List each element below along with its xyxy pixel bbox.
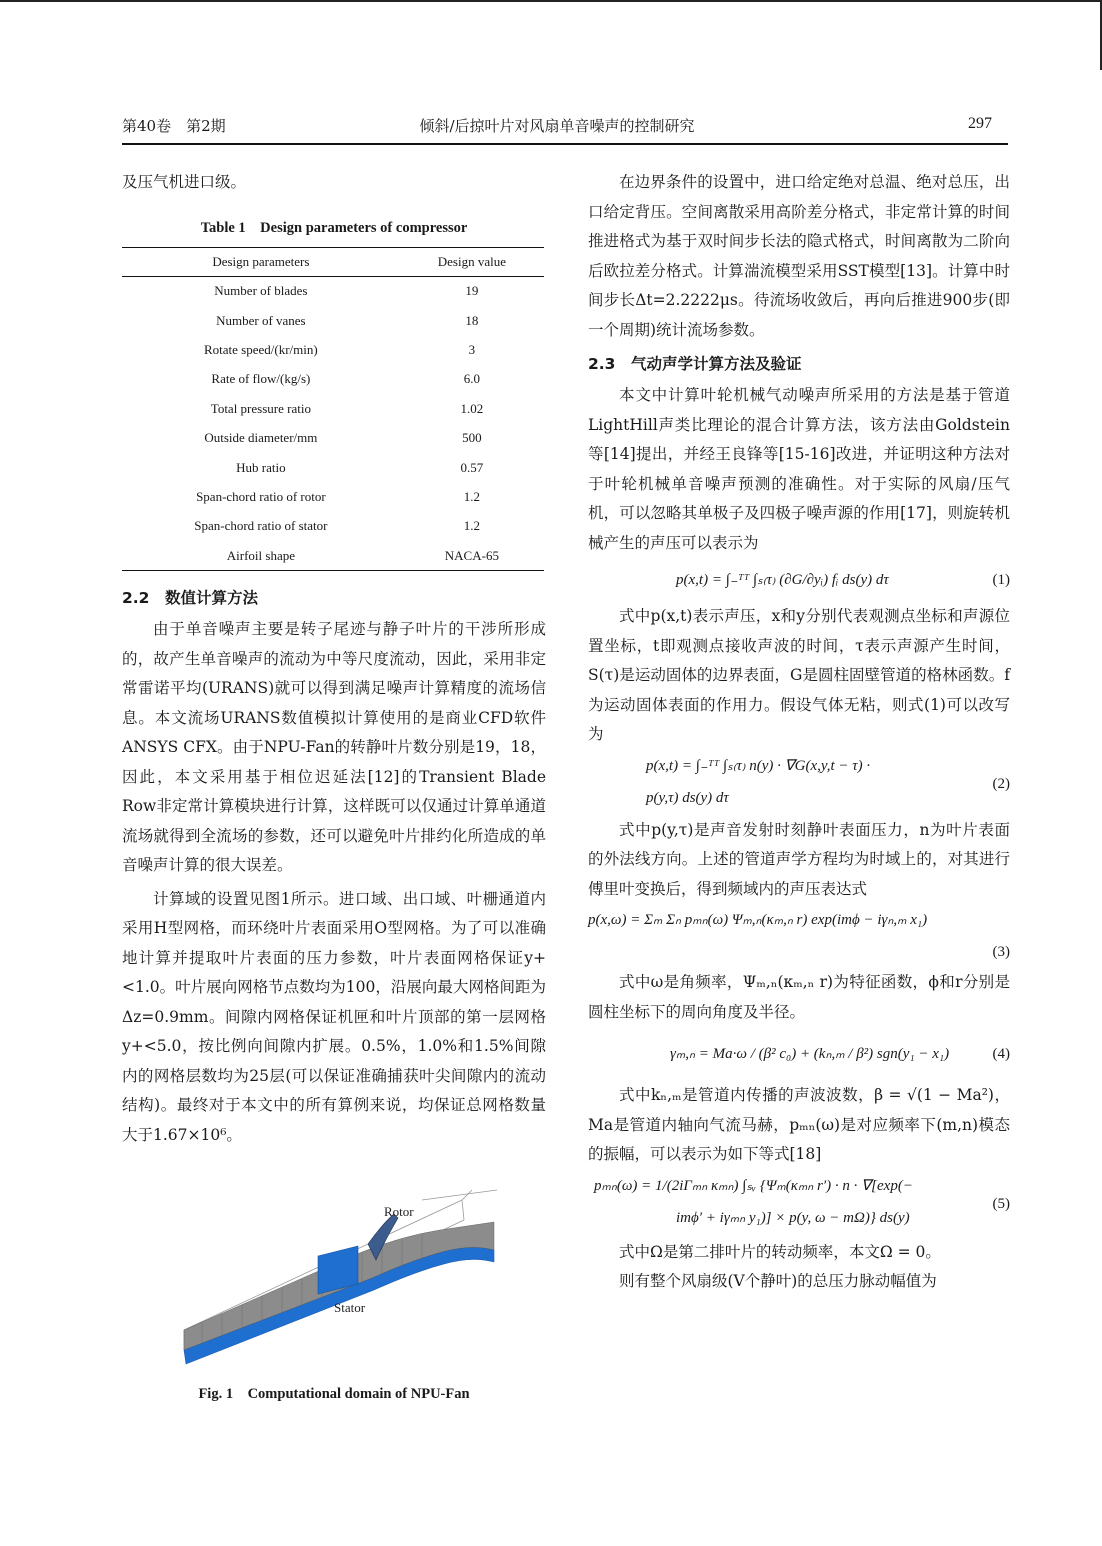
table-row — [122, 482, 544, 511]
table-caption: Table 1 Design parameters of compressor — [200, 219, 468, 236]
running-title: 倾斜/后掠叶片对风扇单音噪声的控制研究 — [419, 117, 695, 135]
equation-body: p(x,t) = ∫₋ᵀᵀ ∫ₛ₍τ₎ (∂G/∂yᵢ) fᵢ ds(y) dτ — [676, 572, 889, 588]
paragraph: 在边界条件的设置中，进口给定绝对总温、绝对总压，出口给定背压。空间离散采用高阶差分格式，非定常计算的时间推进格式为基于双时间步长法的隐式格式，时间离散为二阶向后欧拉差分格式。计算湍流模型采用SST模型[13]。计算中时间步长Δt=2.2222μs。待流场收敛后，再向后推进900步(即一个周期)统计流场参数。 — [588, 173, 1010, 339]
parameter-value-cell: 6.0 — [463, 371, 480, 387]
paragraph: 式中Ω是第二排叶片的转动频率，本文Ω = 0。 — [619, 1242, 941, 1261]
right-column — [588, 168, 1010, 1297]
equation-4 — [588, 1027, 1010, 1081]
equation-body: imϕ′ + iγₘₙ y₁)] × p(y, ω − mΩ)} ds(y) — [676, 1209, 910, 1226]
parameter-value-cell: 0.57 — [460, 459, 484, 475]
equation-body: pₘₙ(ω) = 1/(2iΓₘₙ κₘₙ) ∫ₛᵥ {Ψₘ(κₘₙ r′) · n · ∇[exp(− — [594, 1177, 913, 1194]
table-row — [122, 512, 544, 541]
header-rule — [122, 143, 1008, 145]
parameter-name-cell: Span-chord ratio of stator — [194, 518, 328, 534]
table-row — [122, 335, 544, 364]
page-number: 297 — [968, 115, 992, 132]
parameter-name-cell: Airfoil shape — [122, 541, 400, 571]
table-row — [122, 306, 544, 335]
table-row — [122, 423, 544, 452]
parameter-name-cell: Rate of flow/(kg/s) — [211, 371, 311, 387]
parameter-value-cell: 3 — [468, 341, 476, 357]
parameter-name-cell: Total pressure ratio — [210, 400, 311, 416]
table-row — [122, 365, 544, 394]
table-col-header: Design parameters — [122, 247, 400, 276]
parameter-name-cell: Number of blades — [214, 283, 308, 299]
rotor-label: Rotor — [384, 1204, 414, 1220]
parameter-name-cell: Number of vanes — [216, 312, 306, 328]
parameter-value-cell: 1.2 — [463, 488, 480, 504]
parameter-name-cell: Outside diameter/mm — [204, 430, 318, 446]
table-body — [122, 276, 544, 571]
equation-2 — [588, 750, 1010, 816]
paragraph: 计算域的设置见图1所示。进口域、出口域、叶栅通道内采用H型网格，而环绕叶片表面采用O型网格。为了可以准确地计算并提取叶片表面的压力参数，叶片表面网格保证y+<1.0。叶片展向网格节点数均为100，沿展向最大网格间距为Δz=0.9mm。间隙内网格保证机匣和叶片顶部的第一层网格y+<5.0，按比例向间隙内扩展。0.5%，1.0%和1.5%间隙内的网格层数均为25层(可以保证准确捕获叶尖间隙内的流动结构)。最终对于本文中的所有算例来说，均保证总网格数量大于1.67×10⁶。 — [122, 889, 546, 1144]
section-heading-2-2: 2.2 数值计算方法 — [122, 589, 258, 608]
design-parameters-table — [122, 247, 544, 572]
section-heading-2-3: 2.3 气动声学计算方法及验证 — [588, 355, 802, 373]
equation-number: (2) — [992, 775, 1010, 792]
parameter-name-cell: Rotate speed/(kr/min) — [204, 341, 318, 357]
equation-body: p(x,t) = ∫₋ᵀᵀ ∫ₛ₍τ₎ n(y) · ∇G(x,y,t − τ) · — [646, 757, 871, 774]
running-header — [122, 115, 992, 141]
equation-3 — [588, 904, 1010, 968]
table-col-header: Design value — [400, 247, 544, 276]
figure-caption: Fig. 1 Computational domain of NPU-Fan — [198, 1386, 470, 1403]
journal-volume: 第40卷 第2期 — [122, 117, 226, 135]
equation-number: (4) — [992, 1046, 1010, 1062]
paragraph: 本文中计算叶轮机械气动噪声所采用的方法是基于管道LightHill声类比理论的混合计算方法，该方法由Goldstein等[14]提出，并经王良锋等[15-16]改进，并证明这种方法对于叶轮机械单音噪声预测的准确性。对于实际的风扇/压气机，可以忽略其单极子及四极子噪声源的作用[17]，则旋转机械产生的声压可以表示为 — [588, 386, 1010, 552]
equation-body: γₘ,ₙ = Ma·ω / (β² c₀) + (kₙ,ₘ / β²) sgn(y₁ − x₁) — [670, 1046, 950, 1062]
parameter-value-cell: NACA-65 — [400, 541, 544, 571]
equation-5 — [588, 1170, 1010, 1238]
equation-1 — [588, 558, 1010, 602]
equation-number: (1) — [992, 572, 1010, 588]
parameter-name-cell: Span-chord ratio of rotor — [196, 488, 326, 504]
top-border — [0, 0, 1102, 2]
equation-number: (3) — [992, 944, 1010, 960]
parameter-value-cell: 500 — [462, 430, 482, 446]
parameter-value-cell: 1.2 — [463, 518, 480, 534]
parameter-name-cell: Hub ratio — [236, 459, 286, 475]
computational-domain-figure — [122, 1160, 546, 1370]
parameter-value-cell: 18 — [465, 312, 479, 328]
equation-body: p(y,τ) ds(y) dτ — [646, 789, 729, 806]
table-row — [122, 394, 544, 423]
figure-1 — [122, 1160, 546, 1370]
table-row — [122, 276, 544, 306]
table-row — [122, 541, 544, 571]
equation-body: p(x,ω) = Σₘ Σₙ pₘₙ(ω) Ψₘ,ₙ(κₘ,ₙ r) exp(imϕ − iγₙ,ₘ x₁) — [588, 912, 928, 928]
table-row — [122, 453, 544, 482]
paragraph: 式中ω是角频率，Ψₘ,ₙ(κₘ,ₙ r)为特征函数，ϕ和r分别是圆柱坐标下的周向角度及半径。 — [588, 973, 1010, 1021]
table-header-row — [122, 247, 544, 276]
paragraph: 式中p(x,t)表示声压，x和y分别代表观测点坐标和声源位置坐标，t即观测点接收声波的时间，τ表示声源产生时间，S(τ)是运动固体的边界表面，G是圆柱固壁管道的格林函数。f为运动固体表面的作用力。假设气体无粘，则式(1)可以改写为 — [588, 607, 1010, 743]
intro-line: 及压气机进口级。 — [122, 173, 247, 191]
stator-label: Stator — [334, 1300, 366, 1316]
left-column — [122, 168, 546, 1403]
paragraph: 则有整个风扇级(V个静叶)的总压力脉动幅值为 — [619, 1272, 937, 1290]
paragraph: 式中kₙ,ₘ是管道内传播的声波波数，β = √(1 − Ma²)，Ma是管道内轴向气流马赫，pₘₙ(ω)是对应频率下(m,n)模态的振幅，可以表示为如下等式[18] — [588, 1086, 1010, 1163]
paragraph: 式中p(y,τ)是声音发射时刻静叶表面压力，n为叶片表面的外法线方向。上述的管道声学方程均为时域上的，对其进行傅里叶变换后，得到频域内的声压表达式 — [588, 820, 1010, 898]
parameter-value-cell: 19 — [465, 283, 479, 299]
equation-number: (5) — [992, 1195, 1010, 1212]
parameter-value-cell: 1.02 — [460, 400, 484, 416]
paragraph: 由于单音噪声主要是转子尾迹与静子叶片的干涉所形成的，故产生单音噪声的流动为中等尺度流动，因此，采用非定常雷诺平均(URANS)就可以得到满足噪声计算精度的流场信息。本文流场URANS数值模拟计算使用的是商业CFD软件ANSYS CFX。由于NPU-Fan的转静叶片数分别是19，18，因此，本文采用基于相位迟延法[12]的Transient Blade Row非定常计算模块进行计算，这样既可以仅通过计算单通道流场就得到全流场的参数，还可以避免叶片排约化所造成的单音噪声计算的很大误差。 — [122, 620, 546, 875]
